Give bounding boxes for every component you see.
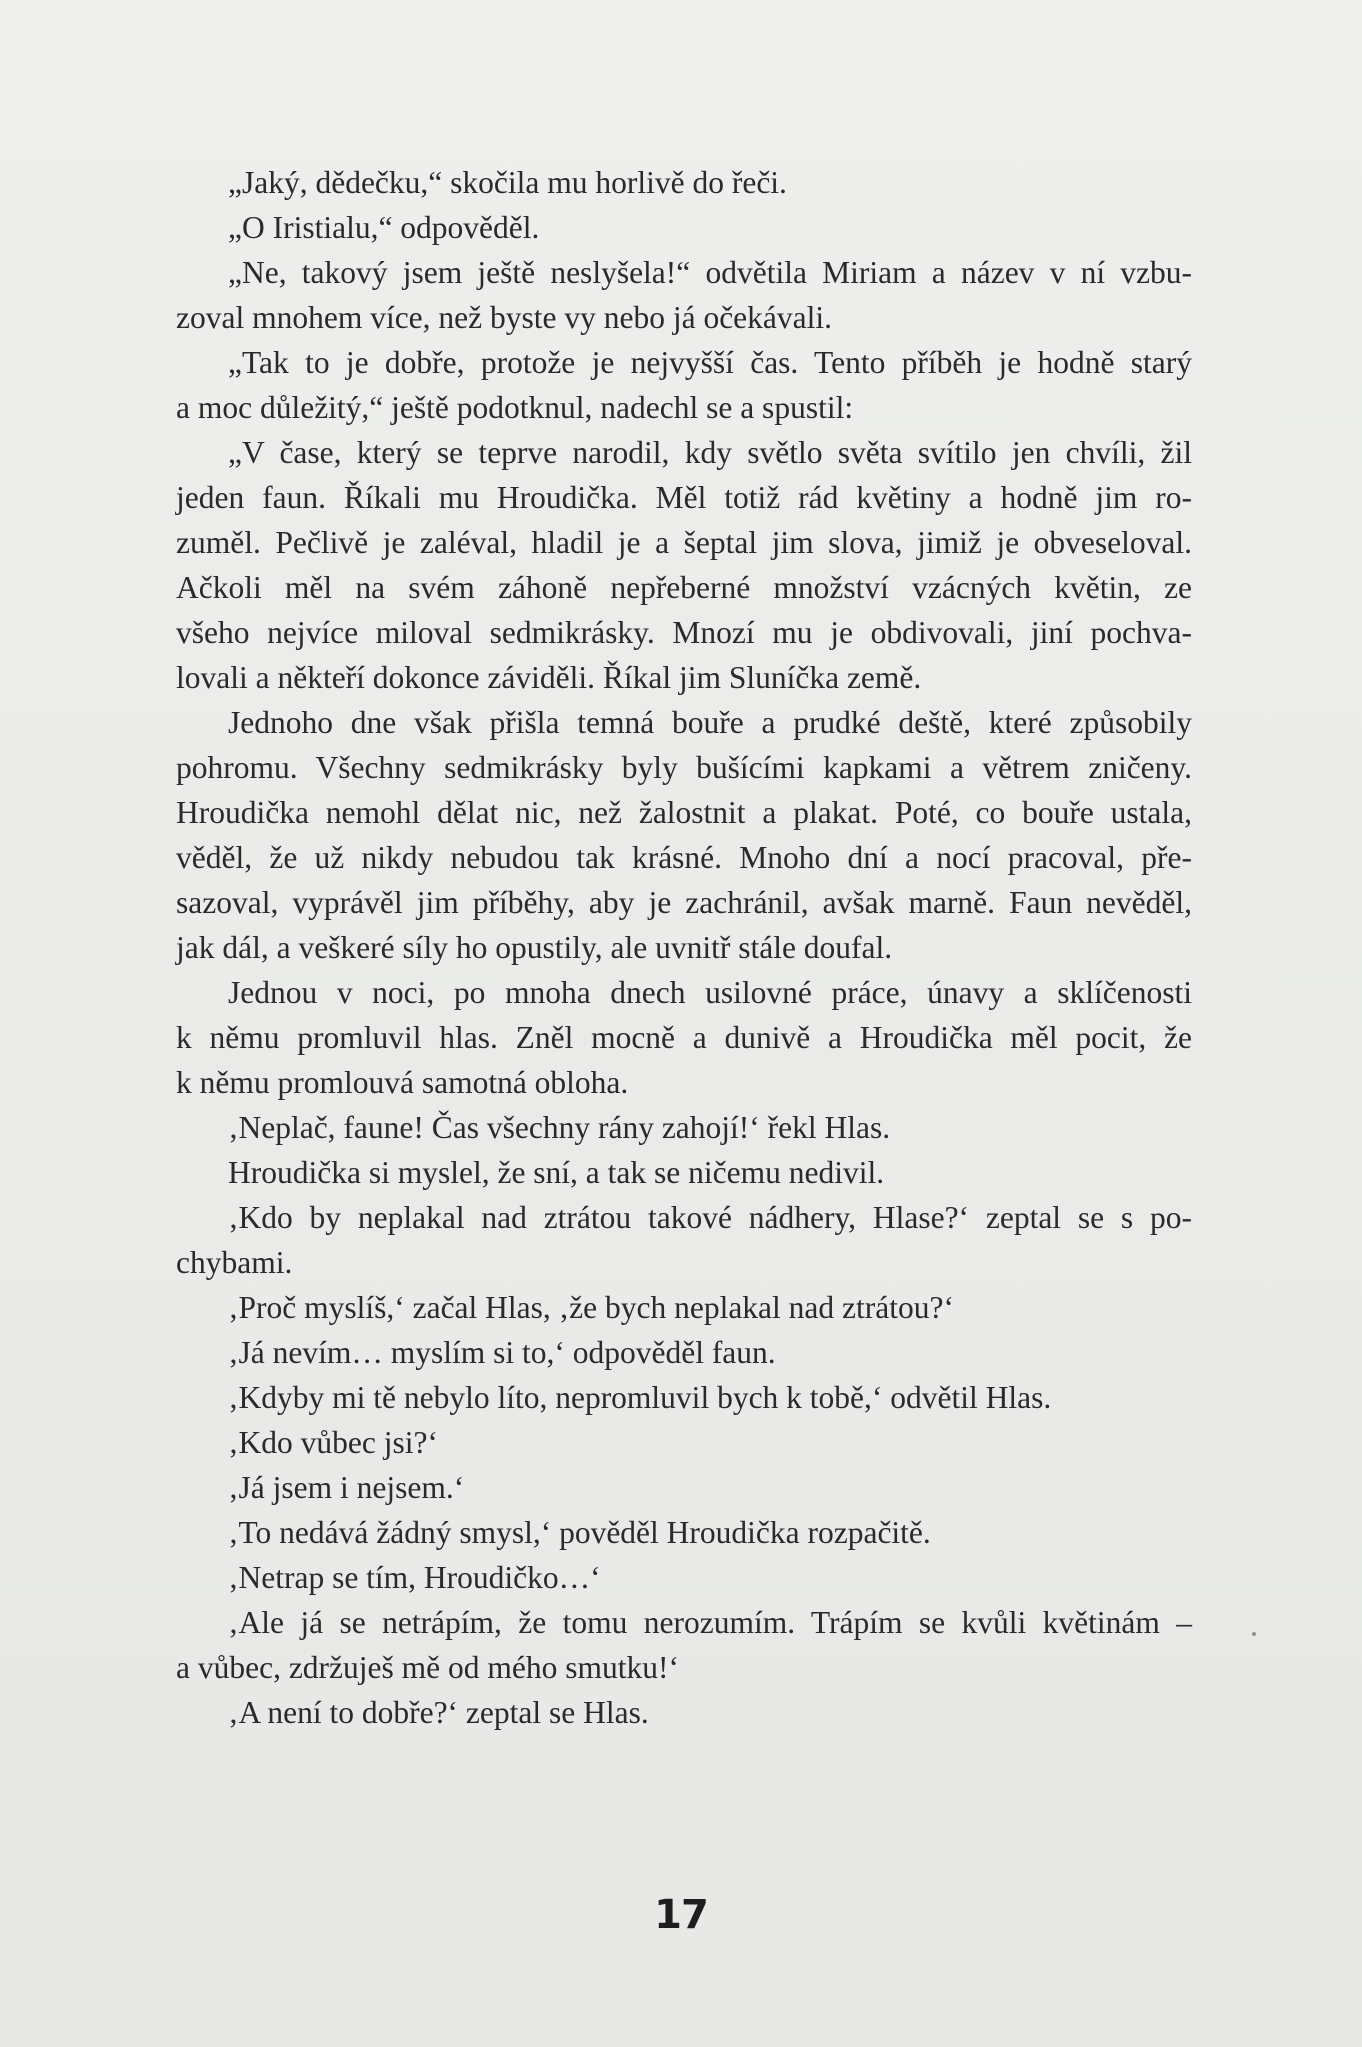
text-line: k němu promlouvá samotná obloha.	[176, 1065, 629, 1100]
text-line: ‚Kdo by neplakal nad ztrátou takové nádhery, Hlase?‘ zeptal se s po-	[228, 1200, 1192, 1235]
text-line: Jednoho dne však přišla temná bouře a prudké deště, které způsobily	[228, 705, 1192, 740]
text-line: chybami.	[176, 1245, 293, 1280]
text-line: všeho nejvíce miloval sedmikrásky. Mnozí mu je obdivovali, jiní pochva-	[176, 615, 1192, 650]
text-line: ‚Kdyby mi tě nebylo líto, nepromluvil bych k tobě,‘ odvětil Hlas.	[228, 1380, 1052, 1415]
text-line: ‚To nedává žádný smysl,‘ pověděl Hroudička rozpačitě.	[228, 1515, 931, 1550]
body-text	[176, 160, 1192, 1735]
text-line: ‚A není to dobře?‘ zeptal se Hlas.	[228, 1695, 649, 1730]
text-line: zoval mnohem více, než byste vy nebo já očekávali.	[176, 300, 833, 335]
text-line: věděl, že už nikdy nebudou tak krásné. Mnoho dní a nocí pracoval, pře-	[176, 840, 1192, 875]
text-line: pohromu. Všechny sedmikrásky byly bušícími kapkami a větrem zničeny.	[176, 750, 1192, 785]
text-line: Ačkoli měl na svém záhoně nepřeberné množství vzácných květin, ze	[176, 570, 1192, 605]
text-line: „Ne, takový jsem ještě neslyšela!“ odvětila Miriam a název v ní vzbu-	[228, 255, 1192, 290]
text-line: sazoval, vyprávěl jim příběhy, aby je zachránil, avšak marně. Faun nevěděl,	[176, 885, 1192, 920]
text-line: Jednou v noci, po mnoha dnech usilovné práce, únavy a sklíčenosti	[228, 975, 1192, 1010]
text-line: lovali a někteří dokonce záviděli. Říkal jim Sluníčka země.	[176, 660, 922, 695]
text-line: ‚Kdo vůbec jsi?‘	[228, 1425, 438, 1460]
text-line: Hroudička si myslel, že sní, a tak se ničemu nedivil.	[228, 1155, 885, 1190]
text-line: a vůbec, zdržuješ mě od mého smutku!‘	[176, 1650, 679, 1685]
text-line: ‚Já nevím… myslím si to,‘ odpověděl faun.	[228, 1335, 776, 1370]
text-line: „Tak to je dobře, protože je nejvyšší čas. Tento příběh je hodně starý	[228, 345, 1192, 380]
text-line: ‚Netrap se tím, Hroudičko…‘	[228, 1560, 601, 1595]
text-line: „V čase, který se teprve narodil, kdy světlo světa svítilo jen chvíli, žil	[228, 435, 1192, 470]
text-line: zuměl. Pečlivě je zaléval, hladil je a šeptal jim slova, jimiž je obveseloval.	[176, 525, 1192, 560]
text-line: a moc důležitý,“ ještě podotknul, nadechl se a spustil:	[176, 390, 854, 425]
text-line: ‚Já jsem i nejsem.‘	[228, 1470, 465, 1505]
text-line: ‚Ale já se netrápím, že tomu nerozumím. Trápím se kvůli květinám –	[228, 1605, 1192, 1640]
text-line: ‚Proč myslíš,‘ začal Hlas, ‚že bych neplakal nad ztrátou?‘	[228, 1290, 954, 1325]
text-line: Hroudička nemohl dělat nic, než žalostnit a plakat. Poté, co bouře ustala,	[176, 795, 1192, 830]
text-line: „O Iristialu,“ odpověděl.	[228, 210, 540, 245]
text-line: jeden faun. Říkali mu Hroudička. Měl totiž rád květiny a hodně jim ro-	[176, 480, 1192, 515]
page-number: 17	[654, 1892, 708, 1938]
paper-speck	[1252, 1632, 1256, 1636]
text-line: „Jaký, dědečku,“ skočila mu horlivě do řeči.	[228, 165, 787, 200]
text-line: ‚Neplač, faune! Čas všechny rány zahojí!‘ řekl Hlas.	[228, 1110, 891, 1145]
text-line: k němu promluvil hlas. Zněl mocně a dunivě a Hroudička měl pocit, že	[176, 1020, 1192, 1055]
text-line: jak dál, a veškeré síly ho opustily, ale uvnitř stále doufal.	[176, 930, 893, 965]
